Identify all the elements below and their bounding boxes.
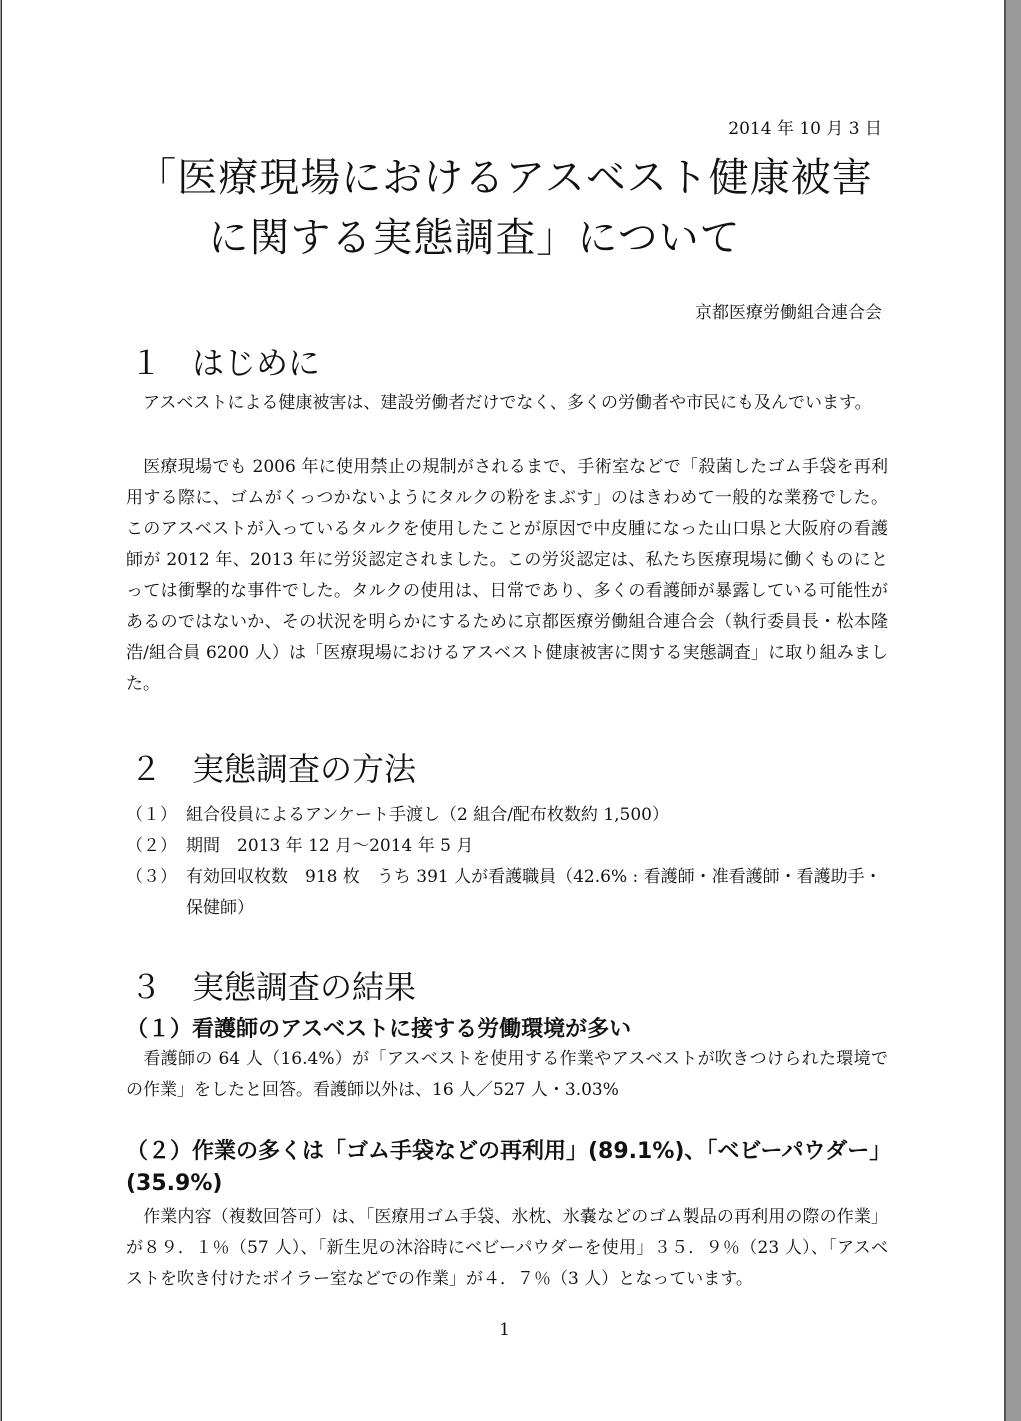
section-3-heading [130,962,416,1008]
author-organization: 京都医療労働組合連合会 [695,303,882,323]
list-item-continuation: 保健師） [186,898,254,918]
section-3-title: 実態調査の結果 [192,968,417,1006]
subsection-2-paragraph: 作業内容（複数回答可）は、「医療用ゴム手袋、氷枕、氷嚢などのゴム製品の再利用の際の作業」が８９．１％（57 人）、「新生児の沐浴時にベビーパウダーを使用」３５．９％（23 人）、「アスベストを吹き付けたボイラー室などでの作業」が４．７％（3 人）となっています。 [126,1207,888,1289]
section-2-number: ２ [130,750,163,788]
list-item: （１） 組合役員によるアンケート手渡し（2 組合/配布枚数約 1,500） [126,805,669,825]
document-title-line-2: に関する実態調査」について [208,215,741,261]
list-item: （３） 有効回収枚数 918 枚 うち 391 人が看護職員（42.6% : 看護師・准看護師・看護助手・ [126,867,882,887]
section-1-heading [130,338,320,384]
section-1-paragraph-2: 医療現場でも 2006 年に使用禁止の規制がされるまで、手術室などで「殺菌したゴム手袋を再利用する際に、ゴムがくっつかないようにタルクの粉をまぶす」のはきわめて一般的な業務でした。このアスベストが入っているタルクを使用したことが原因で中皮腫になった山口県と大阪府の看護師が 2012 年、2013 年に労災認定されました。この労災認定は、私たち医療現場に働くものにとっては衝撃的な事件でした。タルクの使用は、日常であり、多くの看護師が暴露している可能性があるのではないか、その状況を明らかにするために京都医療労働組合連合会（執行委員長・松本隆浩/組合員 6200 人）は「医療現場におけるアスベスト健康被害に関する実態調査」に取り組みました。 [126,457,888,694]
section-2-heading [130,744,416,790]
section-2-title: 実態調査の方法 [192,750,417,788]
section-3-number: ３ [130,968,163,1006]
subsection-2-heading: （２）作業の多くは「ゴム手袋などの再利用」(89.1%)、「ベビーパウダー」(35.9%) [126,1139,892,1196]
document-date: 2014 年 10 月 3 日 [728,119,882,139]
subsection-1-paragraph: 看護師の 64 人（16.4%）が「アスベストを使用する作業やアスベストが吹きつけられた環境での作業」をしたと回答。看護師以外は、16 人／527 人・3.03% [126,1049,888,1100]
list-item: （２） 期間 2013 年 12 月〜2014 年 5 月 [126,836,474,856]
section-1-title: はじめに [192,344,321,382]
document-page [1,0,1006,1421]
section-1-number: １ [130,344,163,382]
page-number: 1 [499,1320,510,1340]
document-title-line-1: 「医療現場におけるアスベスト健康被害 [136,155,873,201]
section-1-paragraph-1: アスベストによる健康被害は、建設労働者だけでなく、多くの労働者や市民にも及んでいます。 [126,393,872,413]
subsection-1-heading: （１）看護師のアスベストに接する労働環境が多い [126,1017,632,1042]
